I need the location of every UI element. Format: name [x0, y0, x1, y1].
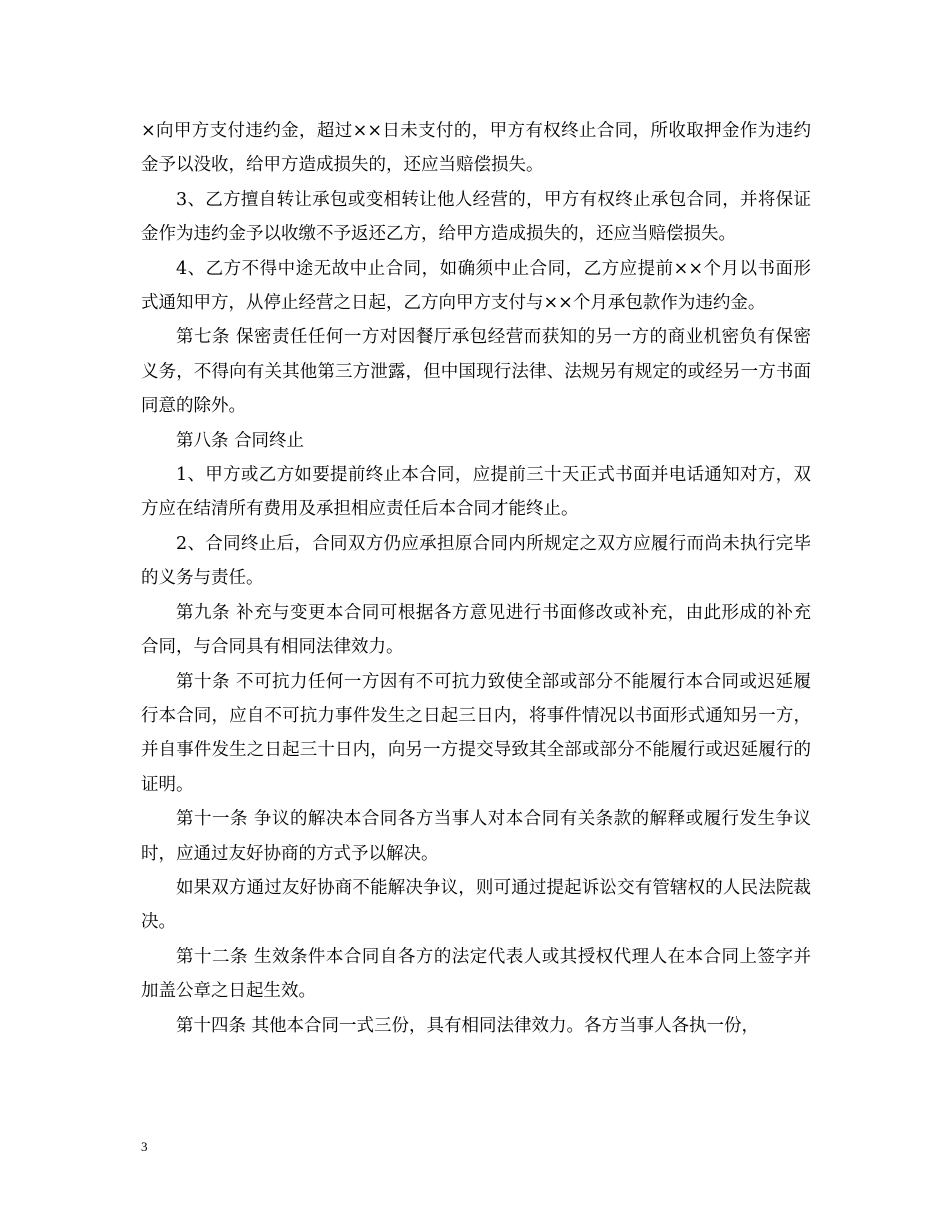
paragraph-article-12-effectiveness: 第十二条 生效条件本合同自各方的法定代表人或其授权代理人在本合同上签字并加盖公章之日起生效。	[141, 946, 811, 1002]
paragraph-clause-4-early-termination: 4、乙方不得中途无故中止合同，如确须中止合同，乙方应提前××个月以书面形式通知甲方，从停止经营之日起，乙方向甲方支付与××个月承包款作为违约金。	[141, 258, 811, 314]
paragraph-article-8-item-2: 2、合同终止后，合同双方仍应承担原合同内所规定之双方应履行而尚未执行完毕的义务与责任。	[141, 533, 811, 589]
paragraph-clause-3-unauthorized-transfer: 3、乙方擅自转让承包或变相转让他人经营的，甲方有权终止承包合同，并将保证金作为违约金予以收缴不予返还乙方，给甲方造成损失的，还应当赔偿损失。	[141, 189, 811, 245]
paragraph-article-9-amendment: 第九条 补充与变更本合同可根据各方意见进行书面修改或补充，由此形成的补充合同，与合同具有相同法律效力。	[141, 602, 811, 658]
paragraph-article-8-heading: 第八条 合同终止	[176, 430, 305, 451]
paragraph-article-10-force-majeure: 第十条 不可抗力任何一方因有不可抗力致使全部或部分不能履行本合同或迟延履行本合同，应自不可抗力事件发生之日起三日内，将事件情况以书面形式通知另一方，并自事件发生之日起三十日内，向另一方提交导致其全部或部分不能履行或迟延履行的证明。	[141, 671, 811, 795]
paragraph-article-14-other: 第十四条 其他本合同一式三份，具有相同法律效力。各方当事人各执一份，	[176, 1015, 760, 1036]
paragraph-article-11-litigation: 如果双方通过友好协商不能解决争议，则可通过提起诉讼交有管辖权的人民法院裁决。	[141, 877, 811, 933]
paragraph-article-11-dispute: 第十一条 争议的解决本合同各方当事人对本合同有关条款的解释或履行发生争议时，应通过友好协商的方式予以解决。	[141, 809, 811, 864]
page-number: 3	[141, 1139, 148, 1154]
paragraph-penalty-continuation: ×向甲方支付违约金，超过××日未支付的，甲方有权终止合同，所收取押金作为违约金予以没收，给甲方造成损失的，还应当赔偿损失。	[141, 121, 811, 176]
paragraph-article-7-confidentiality: 第七条 保密责任任何一方对因餐厅承包经营而获知的另一方的商业机密负有保密义务，不得向有关其他第三方泄露，但中国现行法律、法规另有规定的或经另一方书面同意的除外。	[141, 327, 811, 417]
paragraph-article-8-item-1: 1、甲方或乙方如要提前终止本合同，应提前三十天正式书面并电话通知对方，双方应在结清所有费用及承担相应责任后本合同才能终止。	[141, 465, 811, 520]
document-body	[141, 114, 811, 1043]
